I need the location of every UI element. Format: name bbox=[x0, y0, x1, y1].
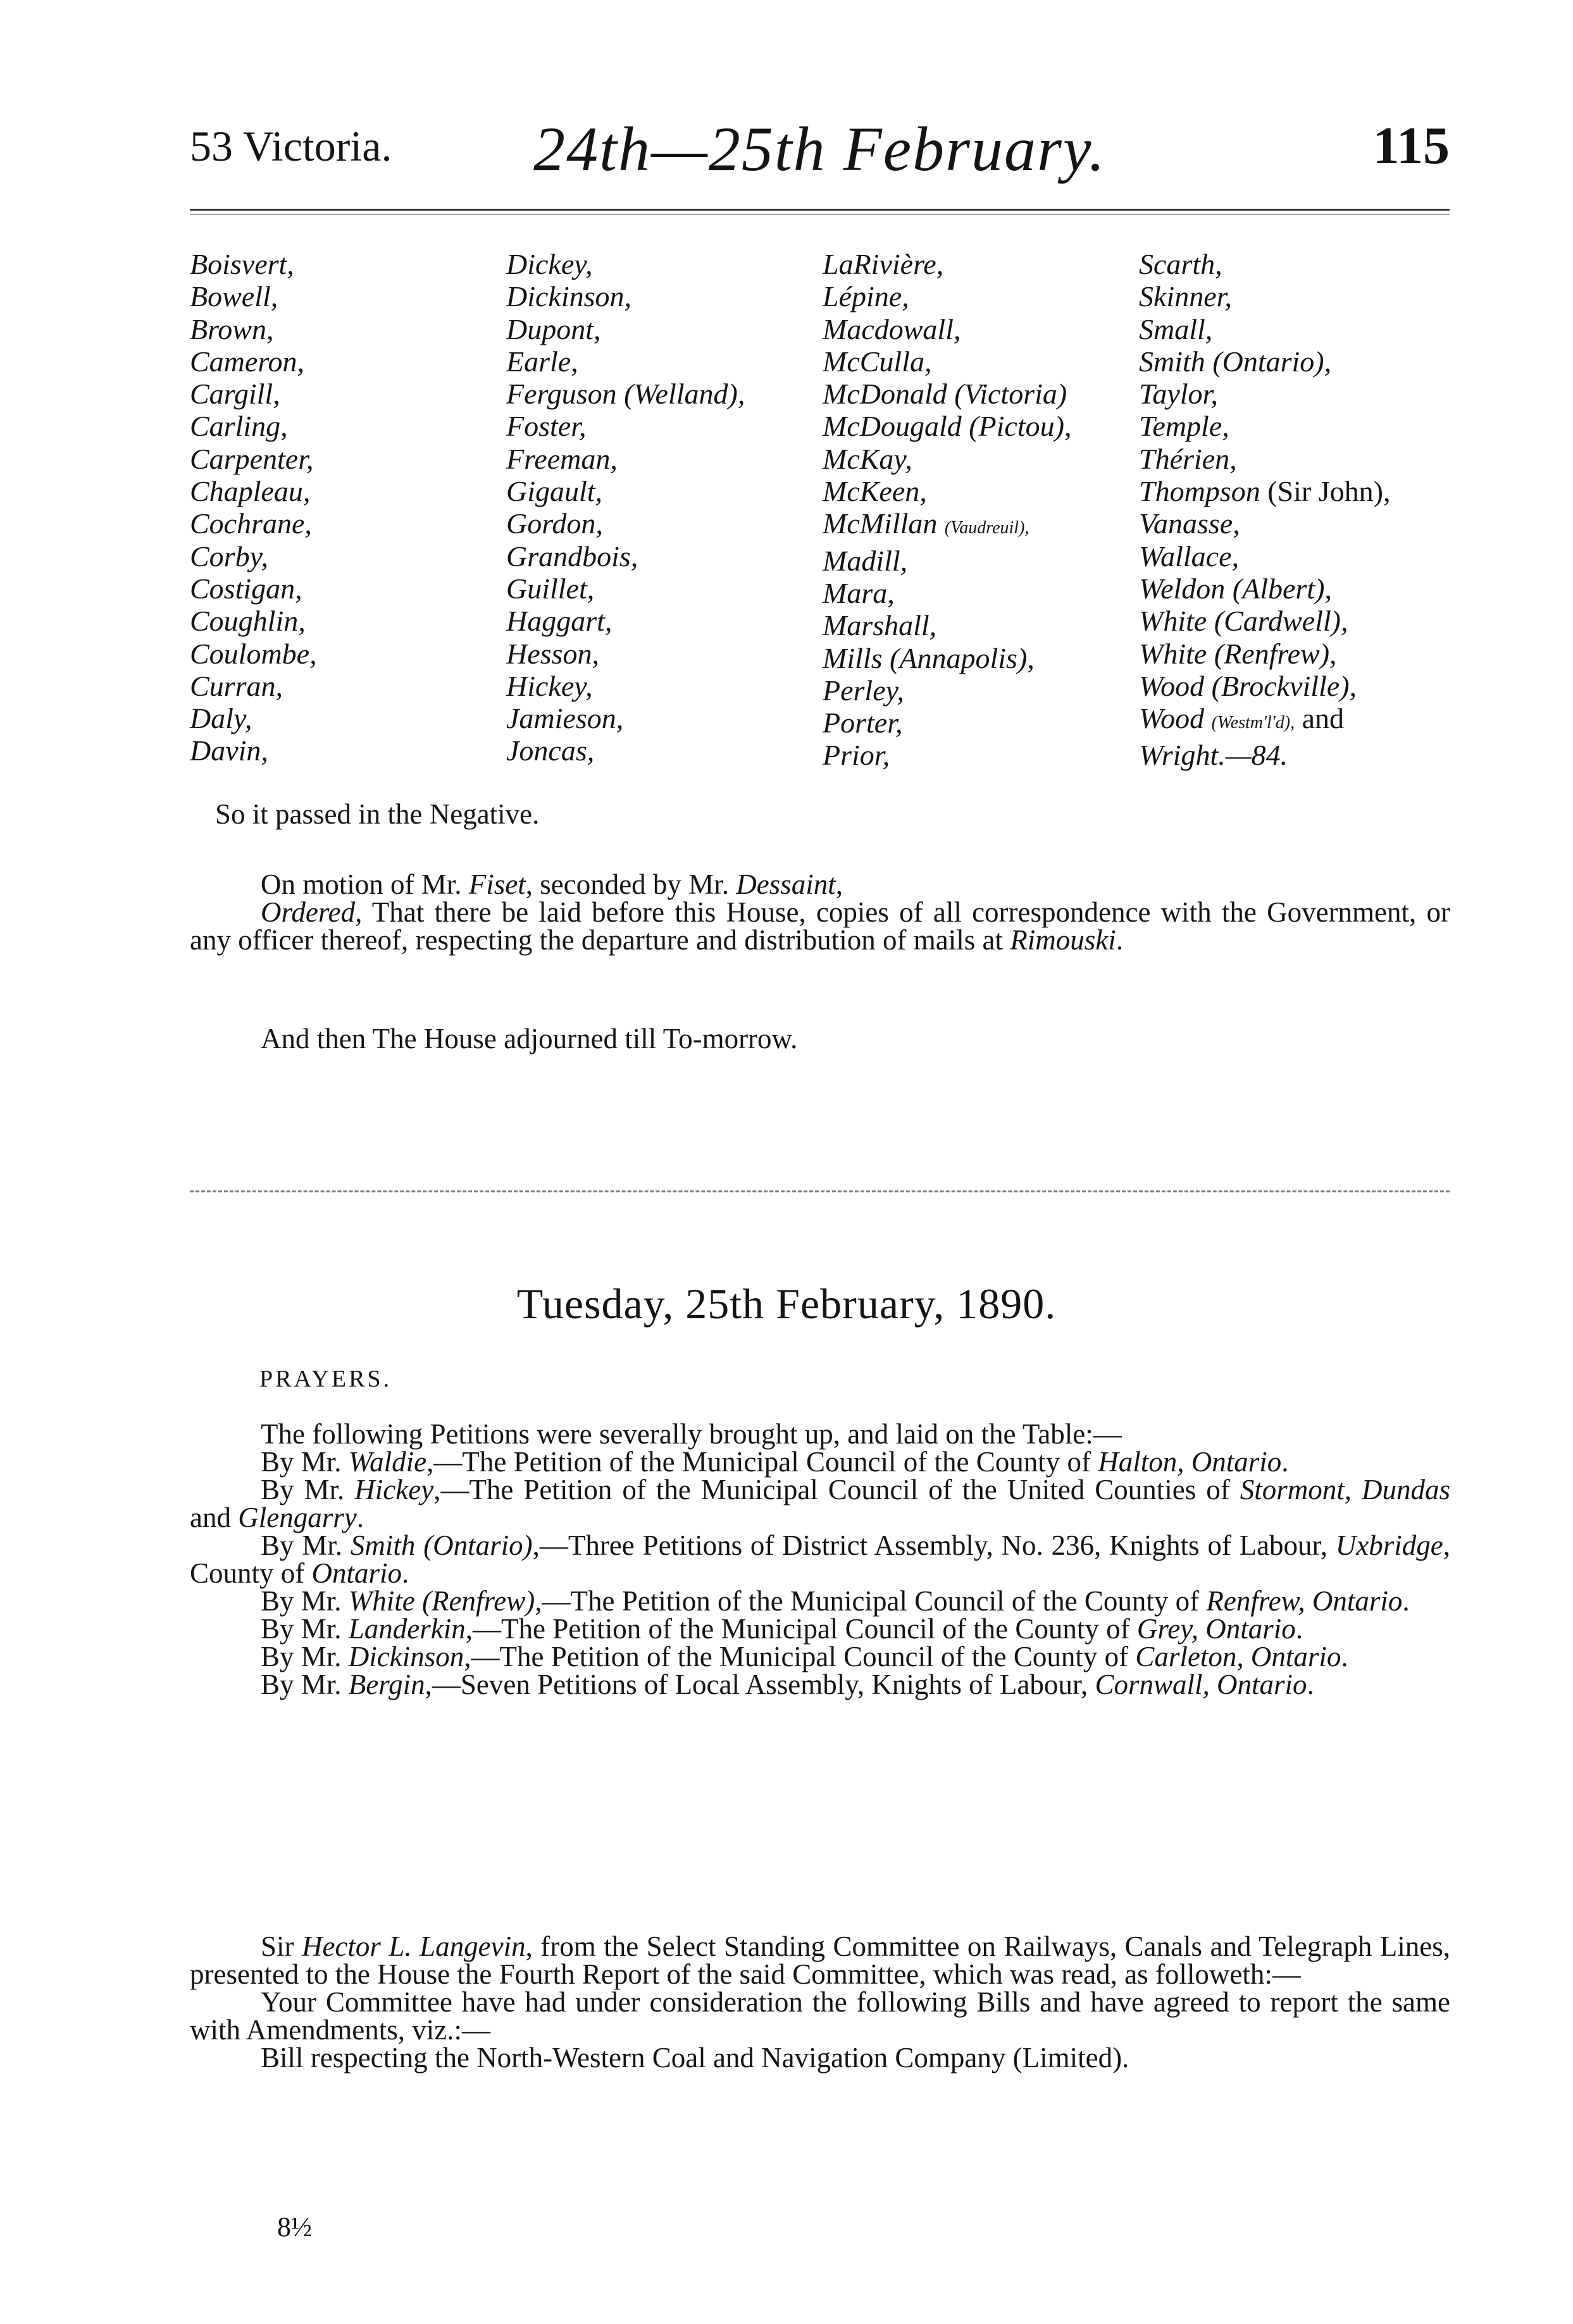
petition-text: ,—The Petition of the Municipal Council of the County of bbox=[426, 1446, 1098, 1478]
division-name: Thérien, bbox=[1139, 442, 1237, 475]
petitions-intro: The following Petitions were severally brought up, and laid on the Table:— bbox=[261, 1418, 1122, 1450]
division-name: Wood (Brockville), bbox=[1139, 669, 1357, 702]
division-name: McCulla, bbox=[823, 345, 932, 378]
petition-text: ,—Three Petitions of District Assembly, No. 236, Knights of Labour, bbox=[532, 1530, 1336, 1561]
division-name: Carpenter, bbox=[190, 442, 314, 475]
committee-report bbox=[190, 1932, 1450, 2072]
mover-name: Fiset bbox=[468, 868, 526, 900]
member-name: McMillan bbox=[823, 507, 938, 540]
division-name: Hesson, bbox=[506, 637, 599, 670]
petition-text: . bbox=[356, 1502, 364, 1533]
division-name: Marshall, bbox=[823, 609, 937, 642]
division-name: Dickey, bbox=[506, 248, 593, 280]
order-paragraph: Ordered, That there be laid before this House, copies of all correspondence with the Government, or any officer thereof, respecting the departure and distribution of mails at Rimouski. bbox=[190, 896, 1450, 956]
place-name: Ontario bbox=[311, 1557, 402, 1589]
member-name: Hector L. Langevin bbox=[301, 1931, 526, 1962]
division-name: Cochrane, bbox=[190, 507, 312, 540]
petitions-list bbox=[190, 1448, 1450, 1698]
division-name: Hickey, bbox=[506, 669, 593, 702]
member-name: Smith (Ontario) bbox=[350, 1530, 533, 1561]
petitions-section bbox=[190, 1420, 1450, 1698]
place-name: Glengarry bbox=[238, 1502, 357, 1533]
division-column-3-bottom bbox=[823, 545, 1071, 772]
division-name: LaRivière, bbox=[823, 248, 944, 280]
place-name: Stormont, Dundas bbox=[1240, 1474, 1450, 1505]
division-name: Boisvert, bbox=[190, 248, 294, 280]
division-column-4-middle bbox=[1139, 507, 1390, 702]
division-name: Haggart, bbox=[506, 605, 612, 638]
division-name: Wallace, bbox=[1139, 540, 1239, 572]
division-name: Grandbois, bbox=[506, 540, 638, 572]
ordered-label: Ordered, bbox=[261, 896, 363, 928]
petition-item bbox=[190, 1643, 1450, 1671]
petition-text: ,—The Petition of the Municipal Council of the County of bbox=[464, 1641, 1136, 1672]
member-name: Wood bbox=[1139, 702, 1205, 735]
division-name: Davin, bbox=[190, 734, 268, 767]
member-name: White (Renfrew) bbox=[348, 1585, 535, 1617]
division-name: Small, bbox=[1139, 312, 1213, 345]
division-name: Costigan, bbox=[190, 572, 302, 605]
division-name: Weldon (Albert), bbox=[1139, 572, 1332, 605]
petition-text: By Mr. bbox=[261, 1585, 349, 1617]
division-name: Mills (Annapolis), bbox=[823, 641, 1035, 674]
petition-text: ,—The Petition of the Municipal Council of the County of bbox=[535, 1585, 1207, 1617]
motion-line: On motion of Mr. Fiset, seconded by Mr. Dessaint, bbox=[261, 868, 843, 900]
sitting-day-title: Tuesday, 25th February, 1890. bbox=[516, 1280, 1057, 1328]
division-list bbox=[190, 248, 1455, 798]
division-name bbox=[1139, 475, 1390, 507]
petition-text: . bbox=[1307, 1669, 1314, 1700]
petition-text: . bbox=[1341, 1641, 1348, 1672]
petition-item bbox=[190, 1671, 1450, 1698]
division-name: Carling, bbox=[190, 410, 288, 443]
petition-text: and bbox=[190, 1502, 239, 1533]
petition-text: . bbox=[1281, 1446, 1289, 1478]
petition-text: ,—Seven Petitions of Local Assembly, Knights of Labour, bbox=[425, 1669, 1095, 1700]
motion-block bbox=[190, 870, 1450, 954]
division-name bbox=[823, 507, 1071, 544]
division-name: Smith (Ontario), bbox=[1139, 345, 1332, 378]
division-name: Gigault, bbox=[506, 475, 603, 508]
division-name: Freeman, bbox=[506, 442, 618, 475]
petition-text: By Mr. bbox=[261, 1641, 349, 1672]
place-name: Renfrew, Ontario bbox=[1206, 1585, 1403, 1617]
division-name: Foster, bbox=[506, 410, 587, 443]
division-column-3 bbox=[823, 248, 1071, 772]
petition-item bbox=[190, 1587, 1450, 1615]
petition-text: ,—The Petition of the Municipal Council of the United Counties of bbox=[433, 1474, 1240, 1505]
division-name: Bowell, bbox=[190, 280, 278, 313]
division-name: Ferguson (Welland), bbox=[506, 378, 745, 411]
seconder-name: Dessaint bbox=[736, 868, 836, 900]
division-name: Vanasse, bbox=[1139, 507, 1240, 540]
negative-result: So it passed in the Negative. bbox=[215, 798, 540, 830]
division-name: Cargill, bbox=[190, 378, 280, 411]
report-paragraph-2: Your Committee have had under consideration the following Bills and have agreed to report the same with Amendments, viz.:— bbox=[190, 1986, 1450, 2046]
member-name: Dickinson bbox=[348, 1641, 464, 1672]
division-name: Taylor, bbox=[1139, 378, 1218, 411]
division-name: Earle, bbox=[506, 345, 578, 378]
conjunction: and bbox=[1302, 702, 1345, 735]
petition-item bbox=[190, 1476, 1450, 1531]
signature-mark: 8½ bbox=[277, 2211, 312, 2242]
member-name: Landerkin bbox=[348, 1613, 466, 1645]
division-name: Madill, bbox=[823, 544, 908, 577]
division-name: Daly, bbox=[190, 702, 252, 735]
division-column-4 bbox=[1139, 248, 1390, 772]
member-name: Hickey bbox=[354, 1474, 434, 1505]
division-name: Coulombe, bbox=[190, 637, 317, 670]
division-name: McKay, bbox=[823, 442, 912, 475]
header-rule-thin bbox=[190, 214, 1450, 215]
division-name: Brown, bbox=[190, 312, 274, 345]
division-name: Cameron, bbox=[190, 345, 305, 378]
petition-text: By Mr. bbox=[261, 1446, 349, 1478]
place-name: Carleton, Ontario bbox=[1135, 1641, 1341, 1672]
page-number: 115 bbox=[1372, 116, 1450, 175]
member-name: Waldie bbox=[348, 1446, 427, 1478]
division-name: Chapleau, bbox=[190, 475, 311, 508]
adjournment: And then The House adjourned till To-morrow. bbox=[261, 1023, 798, 1054]
division-name: McKeen, bbox=[823, 475, 927, 508]
division-total: Wright.—84. bbox=[1139, 739, 1288, 772]
place-name: Rimouski bbox=[1010, 924, 1116, 956]
division-name: Skinner, bbox=[1139, 280, 1232, 313]
member-constituency: (Vaudreuil), bbox=[944, 518, 1029, 538]
member-name: Thompson bbox=[1139, 475, 1260, 508]
header-rule bbox=[190, 209, 1450, 211]
division-name: Corby, bbox=[190, 540, 268, 572]
division-name: Mara, bbox=[823, 576, 895, 609]
page-header bbox=[190, 113, 1450, 189]
division-name: Scarth, bbox=[1139, 248, 1222, 280]
petition-item bbox=[190, 1448, 1450, 1476]
petition-text: By Mr. bbox=[261, 1530, 351, 1561]
division-name: McDougald (Pictou), bbox=[823, 410, 1072, 443]
division-name: Joncas, bbox=[506, 734, 595, 767]
petition-text: By Mr. bbox=[261, 1669, 349, 1700]
petition-text: ,—The Petition of the Municipal Council of the County of bbox=[465, 1613, 1137, 1645]
page-date-title: 24th—25th February. bbox=[533, 114, 1106, 184]
place-name: Cornwall, Ontario bbox=[1095, 1669, 1307, 1700]
member-title: (Sir John), bbox=[1267, 475, 1391, 508]
petition-item bbox=[190, 1531, 1450, 1587]
division-name: Guillet, bbox=[506, 572, 595, 605]
division-column-2 bbox=[506, 248, 745, 767]
section-separator bbox=[190, 1190, 1450, 1192]
division-name: White (Renfrew), bbox=[1139, 637, 1337, 670]
division-column-4-top bbox=[1139, 248, 1390, 475]
division-name: Prior, bbox=[823, 739, 890, 772]
division-column-1 bbox=[190, 248, 317, 767]
division-name: Temple, bbox=[1139, 410, 1229, 443]
division-name: McDonald (Victoria) bbox=[823, 378, 1067, 411]
division-name: Porter, bbox=[823, 707, 903, 739]
division-name: Perley, bbox=[823, 674, 904, 707]
division-name: White (Cardwell), bbox=[1139, 605, 1348, 638]
petition-text: By Mr. bbox=[261, 1474, 355, 1505]
prayers-heading: PRAYERS. bbox=[259, 1366, 392, 1392]
place-name: Grey, Ontario bbox=[1136, 1613, 1296, 1645]
petition-text: . bbox=[1402, 1585, 1410, 1617]
member-constituency: (Westm'l'd), bbox=[1211, 713, 1295, 733]
petition-item bbox=[190, 1615, 1450, 1643]
division-name: Coughlin, bbox=[190, 605, 306, 638]
session-label: 53 Victoria. bbox=[190, 122, 392, 170]
division-name: Gordon, bbox=[506, 507, 603, 540]
petition-text: . bbox=[402, 1557, 409, 1589]
division-column-3-top bbox=[823, 248, 1071, 507]
division-name: Lépine, bbox=[823, 280, 909, 313]
place-name: Uxbridge bbox=[1335, 1530, 1443, 1561]
member-name: Bergin bbox=[348, 1669, 425, 1700]
report-paragraph: Sir Hector L. Langevin, from the Select Standing Committee on Railways, Canals and Telegraph Lines, presented to the House the Fourth Report of the said Committee, which was read, as followeth:— bbox=[190, 1931, 1451, 1990]
report-bill: Bill respecting the North-Western Coal and Navigation Company (Limited). bbox=[261, 2042, 1129, 2074]
division-name: Curran, bbox=[190, 669, 283, 702]
division-name bbox=[1139, 702, 1390, 739]
division-name: Jamieson, bbox=[506, 702, 624, 735]
petition-text: , County of bbox=[190, 1530, 1450, 1589]
division-name: Dupont, bbox=[506, 312, 601, 345]
petition-text: . bbox=[1295, 1613, 1303, 1645]
place-name: Halton, Ontario bbox=[1098, 1446, 1282, 1478]
division-name: Macdowall, bbox=[823, 312, 961, 345]
division-name: Dickinson, bbox=[506, 280, 632, 313]
petition-text: By Mr. bbox=[261, 1613, 349, 1645]
